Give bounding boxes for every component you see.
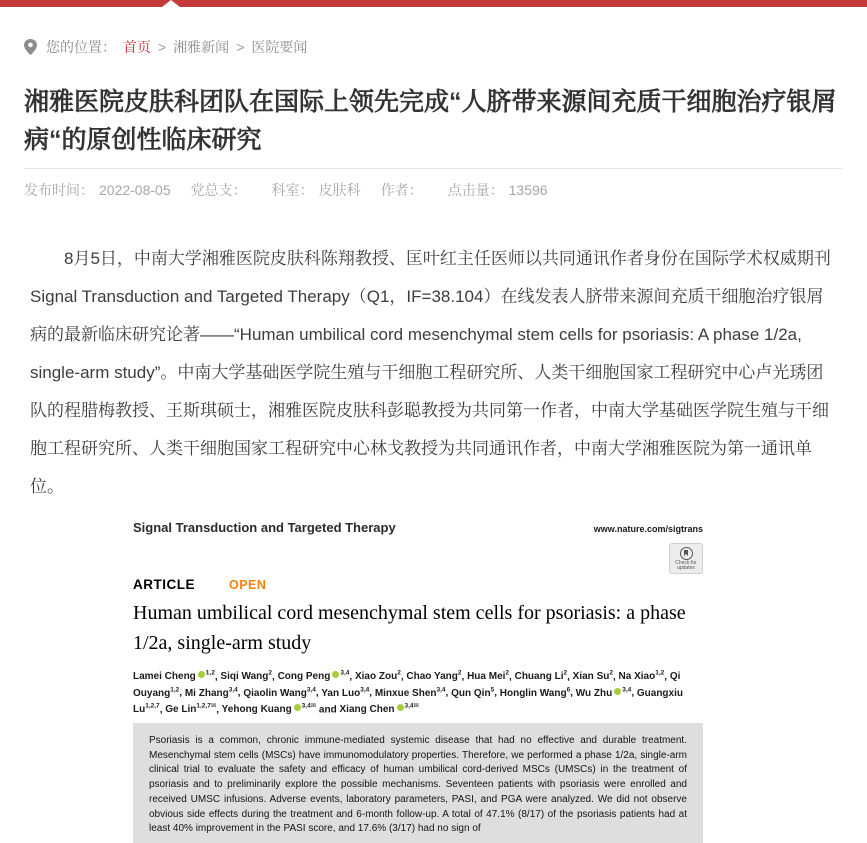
journal-header <box>133 520 703 535</box>
breadcrumb-separator: > <box>158 39 167 55</box>
author-name: Yan Luo$^{3,4}$ <box>321 686 370 699</box>
article-paragraph: 8月5日，中南大学湘雅医院皮肤科陈翔教授、匡叶红主任医师以共同通讯作者身份在国际学术权威期刊Signal Transduction and Targeted Therapy（Q1，IF=38.104）在线发表人脐带来源间充质干细胞治疗银屑病的最新临床研究论著——“Human umbilical cord mesenchymal stem cells for psoriasis: A phase 1/2a, single-arm study”。中南大学基础医学院生殖与干细胞工程研究所、人类干细胞国家工程研究中心卢光琇团队的程腊梅教授、王斯琪硕士，湘雅医院皮肤科彭聪教授为共同第一作者，中南大学基础医学院生殖与干细胞工程研究所、人类干细胞国家工程研究中心林戈教授为共同通讯作者，中南大学湘雅医院为第一通讯单位。 <box>30 249 831 496</box>
breadcrumb-home-link[interactable]: 首页 <box>123 39 151 55</box>
author-name: Honglin Wang$^6$ <box>499 686 571 699</box>
location-pin-icon <box>24 39 37 55</box>
author-name: Xiao Zou$^2$ <box>354 670 401 683</box>
paper-abstract: Psoriasis is a common, chronic immune-mediated systemic disease that had no effective and durable treatment. Mesenchymal stem cells (MSCs) have immunomodulatory properties. Therefore, we performed a phase 1/2a, single-arm clinical trial to evaluate the safety and efficacy of human umbilical cord-derived MSCs (UMSCs) in the treatment of psoriasis and to preliminarily explore the possible mechanisms. Seventeen patients with psoriasis were enrolled and received UMSC infusions. Adverse events, laboratory parameters, PASI, and PGA were analyzed. We did not observe obvious side effects during the treatment and 6-month follow-up. A total of 47.1% (8/17) of the psoriasis patients had at least 40% improvement in the PASI score, and 17.6% (3/17) had no sign of <box>133 723 703 843</box>
paper-title: Human umbilical cord mesenchymal stem cells for psoriasis: a phase 1/2a, single-arm study <box>133 602 686 654</box>
orcid-icon <box>397 704 404 711</box>
author-name: Wu Zhu $^{3,4}$ <box>575 686 632 699</box>
article-type-row <box>133 577 703 592</box>
author-name: Chuang Li$^2$ <box>514 670 568 683</box>
author-name: Yehong Kuang $^{3,4✉}$ <box>221 702 317 715</box>
check-updates-icon <box>680 547 693 560</box>
meta-party-branch: 党总支： <box>190 182 247 198</box>
author-name: Minxue Shen$^{3,4}$ <box>374 686 446 699</box>
meta-author: 作者： <box>380 182 423 198</box>
author-name: Qi Ouyang$^{1,2}$ <box>133 671 681 699</box>
article-type-label: ARTICLE <box>133 577 195 592</box>
author-name: Chao Yang$^2$ <box>406 670 462 683</box>
breadcrumb-news-link[interactable]: 湘雅新闻 <box>173 39 230 55</box>
badge-row <box>133 543 703 575</box>
breadcrumb-label: 您的位置： <box>46 39 116 55</box>
orcid-icon <box>198 671 205 678</box>
top-nav-bar <box>0 0 867 7</box>
meta-department: 科室： 皮肤科 <box>271 182 361 198</box>
article-meta <box>24 180 843 200</box>
author-name: Xian Su$^2$ <box>572 670 613 683</box>
orcid-icon <box>332 671 339 678</box>
paper-authors: Lamei Cheng $^{1,2}$, Siqi Wang$^2$, Cong Peng $^{3,4}$, Xiao Zou$^2$, Chao Yang$^2$, Hua Mei$^2$, Chuang Li$^2$, Xian Su$^2$, Na Xiao$^{1,2}$, Qi Ouyang$^{1,2}$, Mi Zhang$^{3,4}$, Qiaolin Wang$^{3,4}$, Yan Luo$^{3,4}$, Minxue Shen$^{3,4}$, Qun Qin$^5$, Honglin Wang$^6$, Wu Zhu $^{3,4}$, Guangxiu Lu$^{1,2,7}$, Ge Lin$^{1,2,7✉}$, Yehong Kuang $^{3,4✉}$ and Xiang Chen $^{3,4✉}$ <box>133 670 683 715</box>
author-name: Ge Lin$^{1,2,7✉}$ <box>165 702 217 715</box>
author-name: Hua Mei$^2$ <box>467 670 510 683</box>
author-name: Qiaolin Wang$^{3,4}$ <box>243 686 316 699</box>
meta-publish-date: 发布时间： 2022-08-05 <box>24 182 171 198</box>
journal-paper-image <box>133 520 703 843</box>
journal-name: Signal Transduction and Targeted Therapy <box>133 520 396 535</box>
author-name: Na Xiao$^{1,2}$ <box>618 670 665 683</box>
author-name: Mi Zhang$^{3,4}$ <box>184 686 238 699</box>
check-updates-label: Check for updates <box>675 559 697 571</box>
active-menu-notch <box>162 0 180 7</box>
breadcrumb-section-link[interactable]: 医院要闻 <box>251 39 308 55</box>
author-name: Guangxiu Lu$^{1,2,7}$ <box>133 687 683 715</box>
meta-hit-count: 点击量： 13596 <box>447 182 548 198</box>
breadcrumb <box>24 37 843 57</box>
journal-url: www.nature.com/sigtrans <box>593 524 703 534</box>
orcid-icon <box>294 704 301 711</box>
open-access-label: OPEN <box>229 578 267 592</box>
orcid-icon <box>614 688 621 695</box>
author-name: Qun Qin$^5$ <box>451 686 495 699</box>
breadcrumb-separator: > <box>236 39 245 55</box>
title-divider <box>24 168 843 169</box>
author-name: Xiang Chen $^{3,4✉}$ <box>339 702 419 715</box>
author-name: Siqi Wang$^2$ <box>220 670 272 683</box>
author-name: Lamei Cheng $^{1,2}$ <box>133 670 215 683</box>
check-for-updates-badge <box>669 543 703 574</box>
page-title: 湘雅医院皮肤科团队在国际上领先完成“人脐带来源间充质干细胞治疗银屑病“的原创性临床研究 <box>24 88 837 154</box>
author-name: Cong Peng $^{3,4}$ <box>277 670 350 683</box>
